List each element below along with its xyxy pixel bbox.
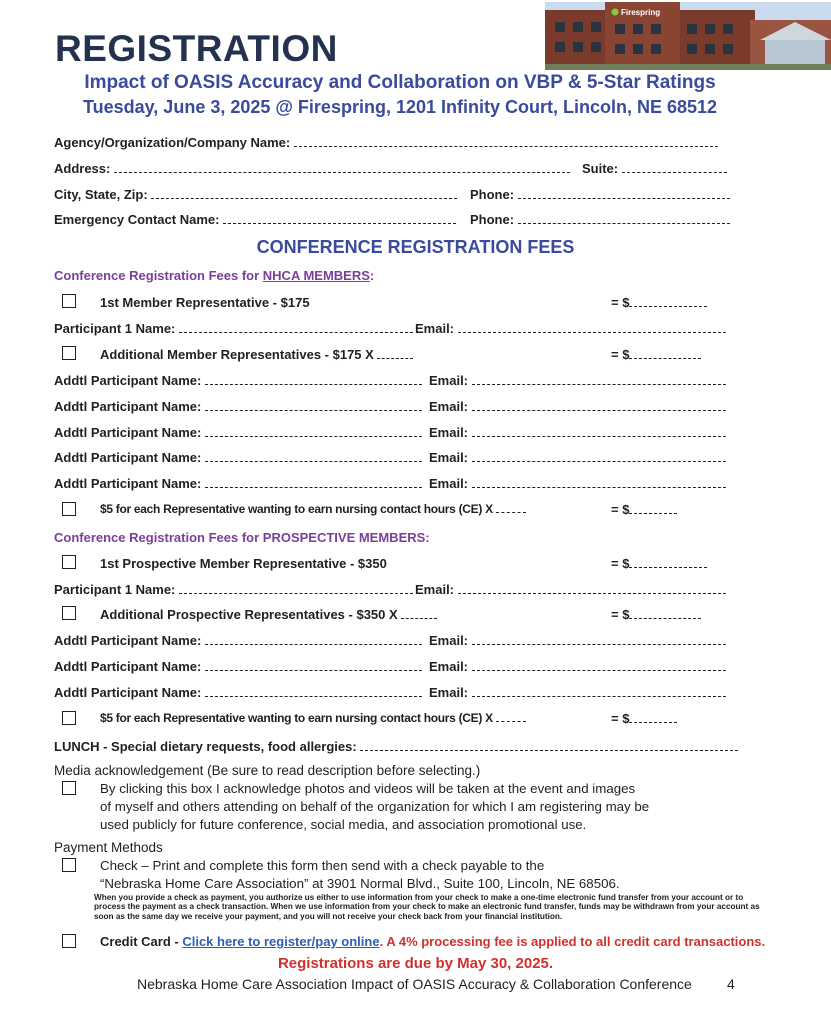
addtl-email-row <box>429 685 726 700</box>
register-online-link[interactable]: Click here to register/pay online <box>182 934 380 949</box>
addtl-participant-line[interactable] <box>205 477 422 488</box>
member-ce-total-label: = $ <box>611 502 630 517</box>
email-label: Email: <box>429 659 469 674</box>
email-label: Email: <box>415 321 455 336</box>
prospective-ce-qty-line[interactable] <box>496 711 526 722</box>
addtl-participant-label: Addtl Participant Name: <box>54 425 202 440</box>
member-first-total <box>611 295 707 310</box>
addtl-participant-label: Addtl Participant Name: <box>54 685 202 700</box>
prospective-additional-total <box>611 607 701 622</box>
member-ce-label <box>100 502 526 516</box>
emergency-label: Emergency Contact Name: <box>54 212 220 227</box>
addtl-email-row <box>429 659 726 674</box>
member-additional-qty-line[interactable] <box>377 348 413 359</box>
building-sign-text: Firespring <box>621 8 661 17</box>
prospective-additional-checkbox[interactable] <box>62 606 76 620</box>
prospective-first-total-label: = $ <box>611 556 630 571</box>
phone-label: Phone: <box>470 187 515 202</box>
lunch-label: LUNCH - Special dietary requests, food allergies: <box>54 739 357 754</box>
members-heading <box>54 268 374 283</box>
media-line-2: of myself and others attending on behalf of the organization for which I am registering may be <box>100 799 650 814</box>
city-label: City, State, Zip: <box>54 187 148 202</box>
city-field <box>54 187 457 202</box>
prospective-additional-qty-line[interactable] <box>401 608 437 619</box>
email-label: Email: <box>429 633 469 648</box>
addtl-email-row <box>429 450 726 465</box>
media-checkbox[interactable] <box>62 781 76 795</box>
event-date-location: Tuesday, June 3, 2025 @ Firespring, 1201 Infinity Court, Lincoln, NE 68512 <box>82 97 718 117</box>
address-label: Address: <box>54 161 111 176</box>
email-label: Email: <box>429 399 469 414</box>
page-number: 4 <box>727 976 735 992</box>
member-first-total-line[interactable] <box>629 296 707 307</box>
email-line[interactable] <box>472 374 726 385</box>
member-first-label: 1st Member Representative - $175 <box>100 295 310 310</box>
participant-name-label: Participant 1 Name: <box>54 582 176 597</box>
member-additional-total <box>611 347 701 362</box>
agency-label: Agency/Organization/Company Name: <box>54 135 291 150</box>
credit-card-label: Credit Card - <box>100 934 183 949</box>
addtl-email-row <box>429 425 726 440</box>
member-participant-email <box>415 321 726 336</box>
prospective-participant-email <box>415 582 726 597</box>
addtl-participant-label: Addtl Participant Name: <box>54 659 202 674</box>
member-participant-row <box>54 321 413 336</box>
city-input-line[interactable] <box>151 188 457 199</box>
email-label: Email: <box>429 685 469 700</box>
phone2-input-line[interactable] <box>518 213 730 224</box>
prospective-ce-total-label: = $ <box>611 711 630 726</box>
check-fine-print: When you provide a check as payment, you authorize us either to use information from your check to make a one-time electronic fund transfer from your account or to process the payment as a check transaction. When we use information from your check to make an electronic fund transfer, funds may be withdrawn from your account as soon as the same day we receive your payment, and you will not receive your check back from your financial institution. <box>94 893 760 921</box>
addtl-participant-row <box>54 633 422 648</box>
page-title: REGISTRATION <box>55 28 338 69</box>
members-heading-prefix: Conference Registration Fees for <box>54 268 263 283</box>
event-title: Impact of OASIS Accuracy and Collaboration on VBP & 5-Star Ratings <box>84 72 716 93</box>
check-line-2: “Nebraska Home Care Association” at 3901 Normal Blvd., Suite 100, Lincoln, NE 68506. <box>100 876 620 891</box>
phone-input-line[interactable] <box>518 188 730 199</box>
suite-field <box>582 161 727 176</box>
media-line-3: used publicly for future conference, social media, and association promotional use. <box>100 817 587 832</box>
member-ce-total <box>611 502 677 517</box>
prospective-participant-row <box>54 582 413 597</box>
fees-heading: CONFERENCE REGISTRATION FEES <box>256 237 575 257</box>
prospective-first-label: 1st Prospective Member Representative - $350 <box>100 556 387 571</box>
addtl-participant-row <box>54 685 422 700</box>
prospective-first-total-line[interactable] <box>629 557 707 568</box>
email-label: Email: <box>415 582 455 597</box>
member-additional-checkbox[interactable] <box>62 346 76 360</box>
email-label: Email: <box>429 476 469 491</box>
addtl-participant-label: Addtl Participant Name: <box>54 399 202 414</box>
addtl-participant-line[interactable] <box>205 374 422 385</box>
members-heading-suffix: : <box>369 268 375 283</box>
email-line[interactable] <box>472 477 726 488</box>
member-first-total-label: = $ <box>611 295 630 310</box>
member-additional-total-label: = $ <box>611 347 630 362</box>
email-label: Email: <box>429 373 469 388</box>
credit-card-row <box>100 934 765 949</box>
addtl-email-row <box>429 399 726 414</box>
email-line[interactable] <box>458 583 726 594</box>
addtl-email-row <box>429 476 726 491</box>
addtl-email-row <box>429 633 726 648</box>
member-first-checkbox[interactable] <box>62 294 76 308</box>
email-line[interactable] <box>472 634 726 645</box>
prospective-ce-total-line[interactable] <box>629 712 677 723</box>
prospective-additional-total-line[interactable] <box>629 608 701 619</box>
member-ce-total-line[interactable] <box>629 503 677 514</box>
addtl-participant-label: Addtl Participant Name: <box>54 476 202 491</box>
addtl-participant-line[interactable] <box>205 426 422 437</box>
member-additional-label <box>100 347 413 362</box>
prospective-additional-total-label: = $ <box>611 607 630 622</box>
prospective-heading: Conference Registration Fees for PROSPECTIVE MEMBERS: <box>54 530 430 545</box>
email-label: Email: <box>429 425 469 440</box>
check-line-1: Check – Print and complete this form then send with a check payable to the <box>100 858 545 873</box>
addtl-participant-line[interactable] <box>205 400 422 411</box>
addtl-participant-row <box>54 425 422 440</box>
addtl-participant-row <box>54 659 422 674</box>
phone2-field <box>470 212 730 227</box>
email-line[interactable] <box>458 322 726 333</box>
prospective-first-checkbox[interactable] <box>62 555 76 569</box>
addtl-participant-label: Addtl Participant Name: <box>54 450 202 465</box>
credit-card-checkbox[interactable] <box>62 934 76 948</box>
suite-label: Suite: <box>582 161 619 176</box>
addtl-participant-line[interactable] <box>205 686 422 697</box>
suite-input-line[interactable] <box>622 162 727 173</box>
addtl-participant-line[interactable] <box>205 634 422 645</box>
prospective-ce-text: $5 for each Representative wanting to earn nursing contact hours (CE) X <box>100 711 493 725</box>
agency-input-line[interactable] <box>294 136 718 147</box>
phone2-label: Phone: <box>470 212 515 227</box>
lunch-field <box>54 739 738 754</box>
addtl-participant-row <box>54 450 422 465</box>
prospective-additional-label <box>100 607 437 622</box>
prospective-ce-label <box>100 711 526 725</box>
addtl-email-row <box>429 373 726 388</box>
agency-field <box>54 135 718 150</box>
addtl-participant-row <box>54 476 422 491</box>
addtl-participant-label: Addtl Participant Name: <box>54 373 202 388</box>
email-line[interactable] <box>472 400 726 411</box>
building-photo-image <box>545 2 831 70</box>
member-additional-text: Additional Member Representatives - $175 X <box>100 347 374 362</box>
media-line-1: By clicking this box I acknowledge photos and videos will be taken at the event and images <box>100 781 636 796</box>
prospective-first-total <box>611 556 707 571</box>
addtl-participant-label: Addtl Participant Name: <box>54 633 202 648</box>
media-heading: Media acknowledgement (Be sure to read description before selecting.) <box>54 763 481 778</box>
prospective-ce-checkbox[interactable] <box>62 711 76 725</box>
payment-heading: Payment Methods <box>54 840 163 855</box>
lunch-input-line[interactable] <box>360 740 738 751</box>
emergency-input-line[interactable] <box>223 213 456 224</box>
addtl-participant-line[interactable] <box>205 660 422 671</box>
email-line[interactable] <box>472 451 726 462</box>
participant-name-line[interactable] <box>179 322 413 333</box>
footer-text: Nebraska Home Care Association Impact of OASIS Accuracy & Collaboration Conference <box>137 976 692 992</box>
nhca-members-link[interactable]: NHCA MEMBERS <box>262 268 370 283</box>
participant-name-line[interactable] <box>179 583 413 594</box>
member-ce-checkbox[interactable] <box>62 502 76 516</box>
address-input-line[interactable] <box>114 162 570 173</box>
email-label: Email: <box>429 450 469 465</box>
processing-fee-note: . A 4% processing fee is applied to all credit card transactions. <box>379 934 766 949</box>
phone-field <box>470 187 730 202</box>
addtl-participant-row <box>54 373 422 388</box>
email-line[interactable] <box>472 426 726 437</box>
participant-name-label: Participant 1 Name: <box>54 321 176 336</box>
member-additional-total-line[interactable] <box>629 348 701 359</box>
email-line[interactable] <box>472 686 726 697</box>
check-payment-checkbox[interactable] <box>62 858 76 872</box>
emergency-field <box>54 212 456 227</box>
addtl-participant-row <box>54 399 422 414</box>
prospective-additional-text: Additional Prospective Representatives - $350 X <box>100 607 398 622</box>
member-ce-text: $5 for each Representative wanting to earn nursing contact hours (CE) X <box>100 502 493 516</box>
address-field <box>54 161 570 176</box>
deadline-notice: Registrations are due by May 30, 2025. <box>277 955 554 972</box>
building-photo <box>545 2 831 70</box>
member-ce-qty-line[interactable] <box>496 502 526 513</box>
addtl-participant-line[interactable] <box>205 451 422 462</box>
email-line[interactable] <box>472 660 726 671</box>
prospective-ce-total <box>611 711 677 726</box>
